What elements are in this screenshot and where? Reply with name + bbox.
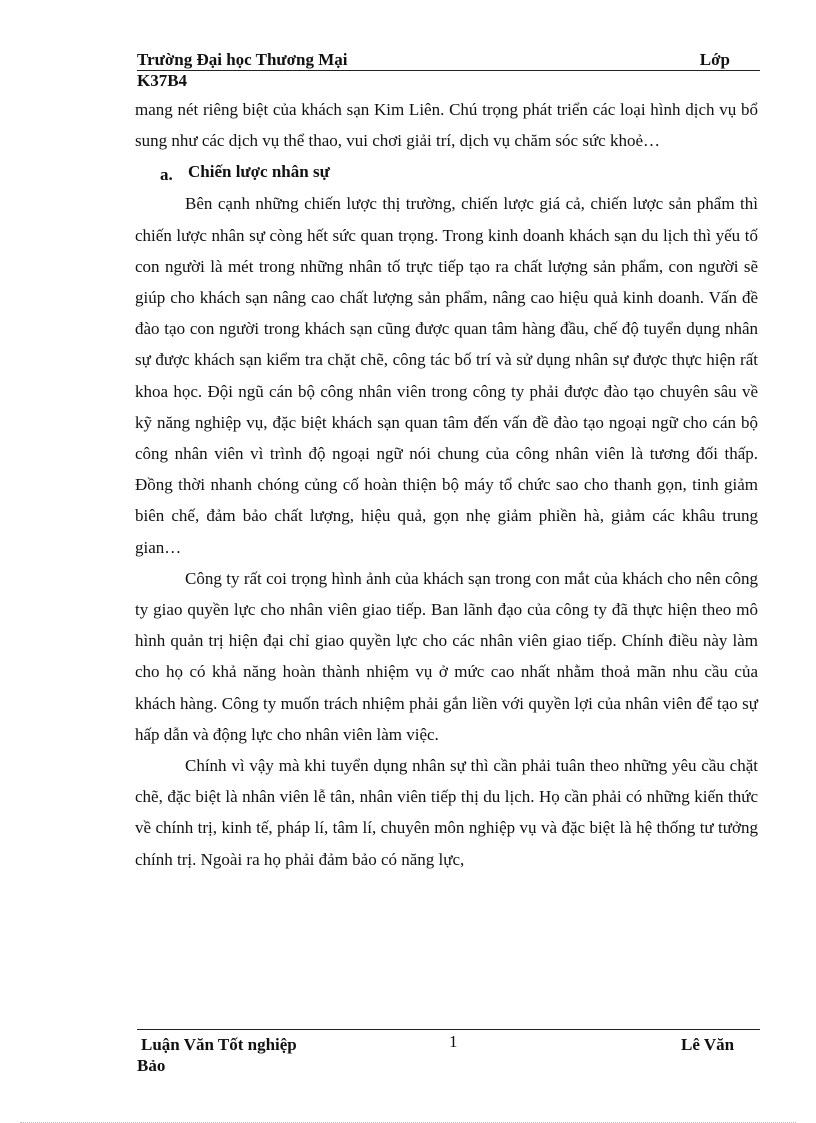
- paragraph: Công ty rất coi trọng hình ảnh của khách sạn trong con mắt của khách cho nên công ty giao quyền lực cho nhân viên giao tiếp. Ban lãnh đạo của công ty đã thực hiện theo mô hình quản trị hiện đại chỉ giao quyền lực cho các nhân viên giao tiếp. Chính điều này làm cho họ có khả năng hoàn thành nhiệm vụ ở mức cao nhất nhằm thoả mãn nhu cầu của khách hàng. Công ty muốn trách nhiệm phải gắn liền với quyền lợi của nhân viên để tạo sự hấp dẫn và động lực cho nhân viên làm việc.: [135, 568, 758, 744]
- section-marker: a.: [160, 165, 173, 185]
- paragraph: Bên cạnh những chiến lược thị trường, chiến lược giá cả, chiến lược sản phẩm thì chiến lược nhân sự còng hết sức quan trọng. Trong kinh doanh khách sạn du lịch thì yếu tố con người là mét trong những nhân tố trực tiếp tạo ra chất lượng sản phẩm, con người sẽ giúp cho khách sạn nâng cao chất lượng sản phẩm, nâng cao hiệu quả kinh doanh. Vấn đề đào tạo con người trong khách sạn cũng được quan tâm hàng đầu, chế độ tuyển dụng nhân sự được khách sạn kiểm tra chặt chẽ, công tác bố trí và sử dụng nhân sự được thực hiện rất khoa học. Đội ngũ cán bộ công nhân viên trong công ty phải được đào tạo chuyên sâu về kỹ năng nghiệp vụ, đặc biệt khách sạn quan tâm đến vấn đề đào tạo ngoại ngữ cho cán bộ công nhân viên vì trình độ ngoại ngữ nói chung của công nhân viên là tương đối thấp. Đồng thời nhanh chóng củng cố hoàn thiện bộ máy tổ chức sao cho thanh gọn, tinh giảm biên chế, đảm bảo chất lượng, hiệu quả, gọn nhẹ giảm phiền hà, giảm các khâu trung gian…: [135, 194, 758, 557]
- paragraph: Chính vì vậy mà khi tuyển dụng nhân sự thì cần phải tuân theo những yêu cầu chặt chẽ, đặc biệt là nhân viên lễ tân, nhân viên tiếp thị du lịch. Họ cần phải có những kiến thức về chính trị, kinh tế, pháp lí, tâm lí, chuyên môn nghiệp vụ và đặc biệt là hệ thống tư tưởng chính trị. Ngoài ra họ phải đảm bảo có năng lực,: [135, 756, 758, 869]
- section-heading: [135, 156, 758, 188]
- header-class-code: K37B4: [137, 71, 188, 90]
- footer-thesis-label: Luận Văn Tốt nghiệp: [141, 1035, 297, 1054]
- header-school: Trường Đại học Thương Mại: [137, 50, 348, 69]
- paragraph-continuation: mang nét riêng biệt của khách sạn Kim Liên. Chú trọng phát triển các loại hình dịch vụ bổ sung như các dịch vụ thể thao, vui chơi giải trí, dịch vụ chăm sóc sức khoẻ…: [135, 100, 758, 151]
- header-class-label: Lớp: [699, 50, 730, 69]
- section-title: Chiến lược nhân sự: [188, 162, 330, 182]
- footer-author-cont: Bảo: [137, 1056, 166, 1075]
- document-body: [135, 94, 758, 875]
- page-header: [137, 50, 760, 71]
- footer-author: Lê Văn: [681, 1035, 735, 1054]
- footer-rule: [137, 1029, 760, 1030]
- page-number: 1: [449, 1032, 458, 1051]
